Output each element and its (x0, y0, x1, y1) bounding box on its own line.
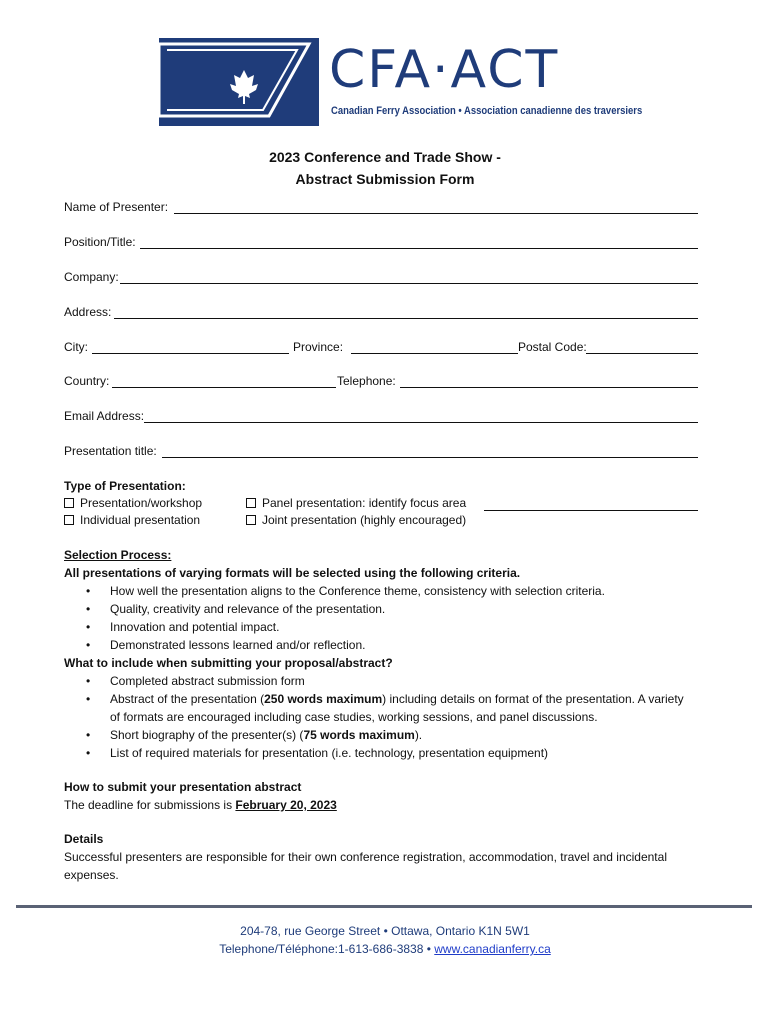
list-item: • Completed abstract submission form (86, 674, 305, 688)
details-text-line-1: Successful presenters are responsible for their own conference registration, accommodation, travel and incidental (64, 850, 667, 864)
position-title-line[interactable] (140, 248, 698, 249)
logo-emblem (159, 38, 319, 126)
telephone-line[interactable] (400, 387, 698, 388)
position-title-field[interactable] (64, 235, 698, 251)
option-label: Joint presentation (highly encouraged) (262, 513, 467, 527)
option-panel-presentation[interactable] (246, 496, 466, 510)
maple-leaf-icon (159, 38, 319, 126)
submit-heading: How to submit your presentation abstract (64, 780, 302, 794)
form-title-line-1: 2023 Conference and Trade Show - (269, 149, 501, 165)
list-item: • Abstract of the presentation (250 words maximum) including details on format of the presentation. A variety (86, 692, 684, 706)
email-label: Email Address: (64, 409, 145, 423)
email-line[interactable] (144, 422, 698, 423)
presenter-name-label: Name of Presenter: (64, 200, 169, 214)
city-line[interactable] (92, 353, 289, 354)
postal-code-field[interactable] (518, 340, 698, 356)
footer-address: 204-78, rue George Street • Ottawa, Ontario K1N 5W1 (240, 924, 530, 938)
telephone-field[interactable] (337, 374, 698, 390)
list-item: • Quality, creativity and relevance of the presentation. (86, 602, 386, 616)
list-item: • Innovation and potential impact. (86, 620, 280, 634)
footer-contact (0, 942, 770, 956)
option-label: Presentation/workshop (80, 496, 203, 510)
presenter-name-field[interactable] (64, 200, 698, 216)
presentation-title-line[interactable] (162, 457, 698, 458)
checkbox-icon[interactable] (64, 498, 74, 508)
email-field[interactable] (64, 409, 698, 425)
logo-subtitle: Canadian Ferry Association • Association canadienne des traversiers (331, 105, 643, 117)
province-label: Province: (293, 340, 344, 354)
company-line[interactable] (120, 283, 698, 284)
footer-phone: Telephone/Téléphone:1-613-686-3838 • (219, 942, 435, 956)
form-title-line-2: Abstract Submission Form (295, 171, 475, 187)
option-presentation-workshop[interactable] (64, 496, 202, 510)
deadline-date: February 20, 2023 (235, 798, 337, 812)
type-of-presentation-heading: Type of Presentation: (64, 479, 186, 493)
country-field[interactable] (64, 374, 336, 390)
details-text-line-2: expenses. (64, 868, 119, 882)
logo-wordmark: CFA·ACT (329, 40, 560, 100)
country-label: Country: (64, 374, 110, 388)
selection-intro: All presentations of varying formats will be selected using the following criteria. (64, 566, 521, 580)
postal-code-label: Postal Code: (518, 340, 587, 354)
province-line[interactable] (351, 353, 518, 354)
country-line[interactable] (112, 387, 336, 388)
deadline-text: The deadline for submissions is February 20, 2023 (64, 798, 337, 812)
list-item-continuation: of formats are encouraged including case studies, working sessions, and panel discussions. (110, 710, 598, 724)
option-label: Panel presentation: identify focus area (262, 496, 467, 510)
details-heading: Details (64, 832, 104, 846)
city-field[interactable] (64, 340, 294, 356)
list-item: • Demonstrated lessons learned and/or reflection. (86, 638, 366, 652)
option-label: Individual presentation (80, 513, 201, 527)
address-field[interactable] (64, 305, 698, 321)
option-individual-presentation[interactable] (64, 513, 200, 527)
selection-process-heading: Selection Process: (64, 548, 172, 562)
list-item: • How well the presentation aligns to the Conference theme, consistency with selection criteria. (86, 584, 605, 598)
position-title-label: Position/Title: (64, 235, 136, 249)
presentation-title-label: Presentation title: (64, 444, 157, 458)
list-item: • List of required materials for presentation (i.e. technology, presentation equipment) (86, 746, 549, 760)
option-joint-presentation[interactable] (246, 513, 466, 527)
checkbox-icon[interactable] (246, 515, 256, 525)
include-heading: What to include when submitting your proposal/abstract? (64, 656, 393, 670)
checkbox-icon[interactable] (64, 515, 74, 525)
company-field[interactable] (64, 270, 698, 286)
cfa-act-logo (159, 38, 643, 126)
city-label: City: (64, 340, 88, 354)
company-label: Company: (64, 270, 119, 284)
list-item: • Short biography of the presenter(s) (75 words maximum). (86, 728, 423, 742)
address-label: Address: (64, 305, 112, 319)
address-line[interactable] (114, 318, 698, 319)
telephone-label: Telephone: (337, 374, 396, 388)
postal-code-line[interactable] (586, 353, 698, 354)
footer-divider (16, 905, 752, 908)
province-field[interactable] (293, 340, 518, 356)
focus-area-line[interactable] (484, 510, 698, 511)
website-link[interactable]: www.canadianferry.ca (434, 942, 551, 956)
presenter-name-line[interactable] (174, 213, 698, 214)
presentation-title-field[interactable] (64, 444, 698, 460)
checkbox-icon[interactable] (246, 498, 256, 508)
